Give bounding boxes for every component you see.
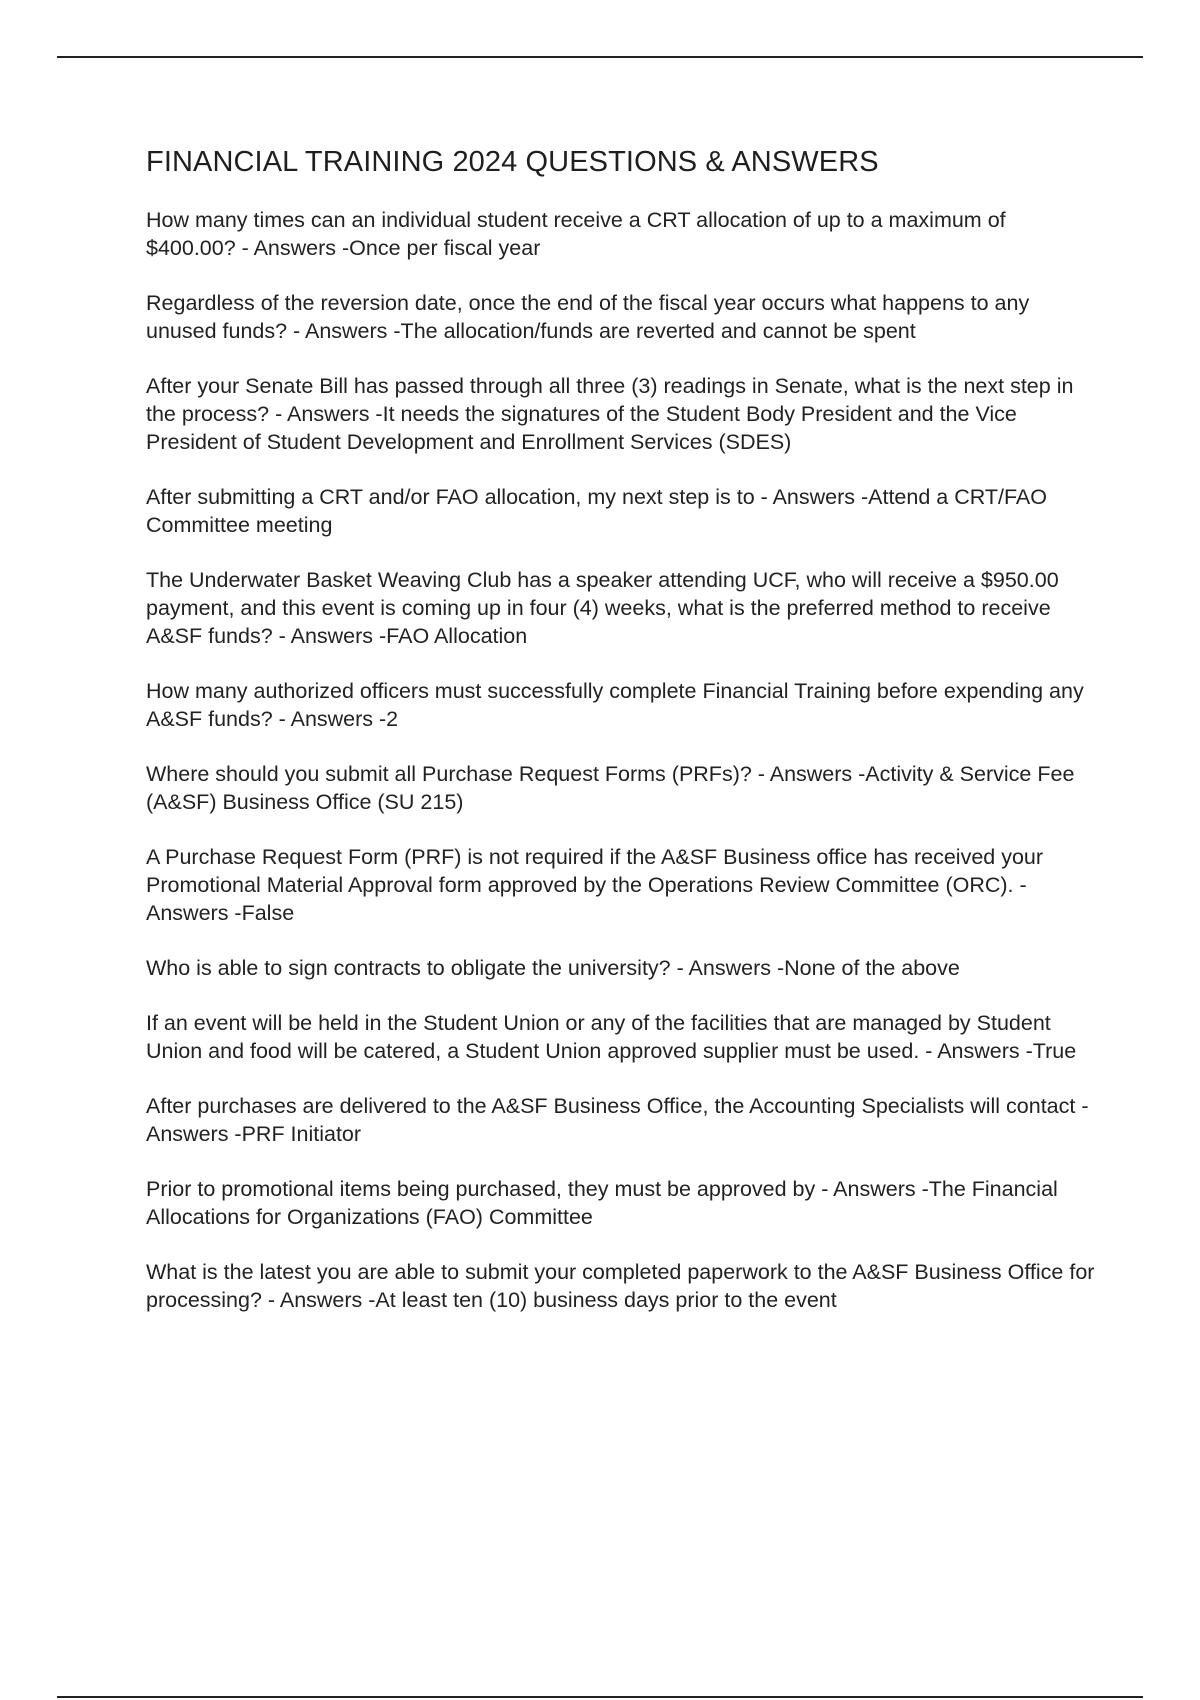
qa-item: Prior to promotional items being purchased, they must be approved by - Answers -The Financial Allocations for Organizations (FAO) Committee xyxy=(146,1177,1058,1229)
bottom-divider xyxy=(57,1696,1143,1698)
qa-item: After purchases are delivered to the A&SF Business Office, the Accounting Specialists will contact - Answers -PRF Initiator xyxy=(146,1094,1089,1146)
qa-item: How many times can an individual student receive a CRT allocation of up to a maximum of $400.00? - Answers -Once per fiscal year xyxy=(146,208,1006,260)
document-body xyxy=(146,146,1096,1341)
qa-item: After submitting a CRT and/or FAO allocation, my next step is to - Answers -Attend a CRT/FAO Committee meeting xyxy=(146,485,1047,537)
qa-list xyxy=(146,206,1096,1314)
qa-item: A Purchase Request Form (PRF) is not required if the A&SF Business office has received your Promotional Material Approval form approved by the Operations Review Committee (ORC). - Answers -False xyxy=(146,845,1044,925)
qa-item: After your Senate Bill has passed through all three (3) readings in Senate, what is the next step in the process? - Answers -It needs the signatures of the Student Body President and the Vice President of Student Development and Enrollment Services (SDES) xyxy=(146,374,1074,454)
top-divider xyxy=(57,56,1143,58)
qa-item: Where should you submit all Purchase Request Forms (PRFs)? - Answers -Activity & Service Fee (A&SF) Business Office (SU 215) xyxy=(146,762,1075,814)
qa-item: Who is able to sign contracts to obligate the university? - Answers -None of the above xyxy=(146,956,960,980)
qa-item: Regardless of the reversion date, once the end of the fiscal year occurs what happens to any unused funds? - Answers -The allocation/funds are reverted and cannot be spent xyxy=(146,291,1030,343)
qa-item: How many authorized officers must successfully complete Financial Training before expending any A&SF funds? - Answers -2 xyxy=(146,679,1084,731)
qa-item: The Underwater Basket Weaving Club has a speaker attending UCF, who will receive a $950.00 payment, and this event is coming up in four (4) weeks, what is the preferred method to receive A&SF funds? - Answers -FAO Allocation xyxy=(146,568,1059,648)
document-title: FINANCIAL TRAINING 2024 QUESTIONS & ANSWERS xyxy=(146,146,879,178)
qa-item: If an event will be held in the Student Union or any of the facilities that are managed by Student Union and food will be catered, a Student Union approved supplier must be used. - Answers -True xyxy=(146,1011,1077,1063)
qa-item: What is the latest you are able to submit your completed paperwork to the A&SF Business Office for processing? - Answers -At least ten (10) business days prior to the event xyxy=(146,1260,1095,1312)
